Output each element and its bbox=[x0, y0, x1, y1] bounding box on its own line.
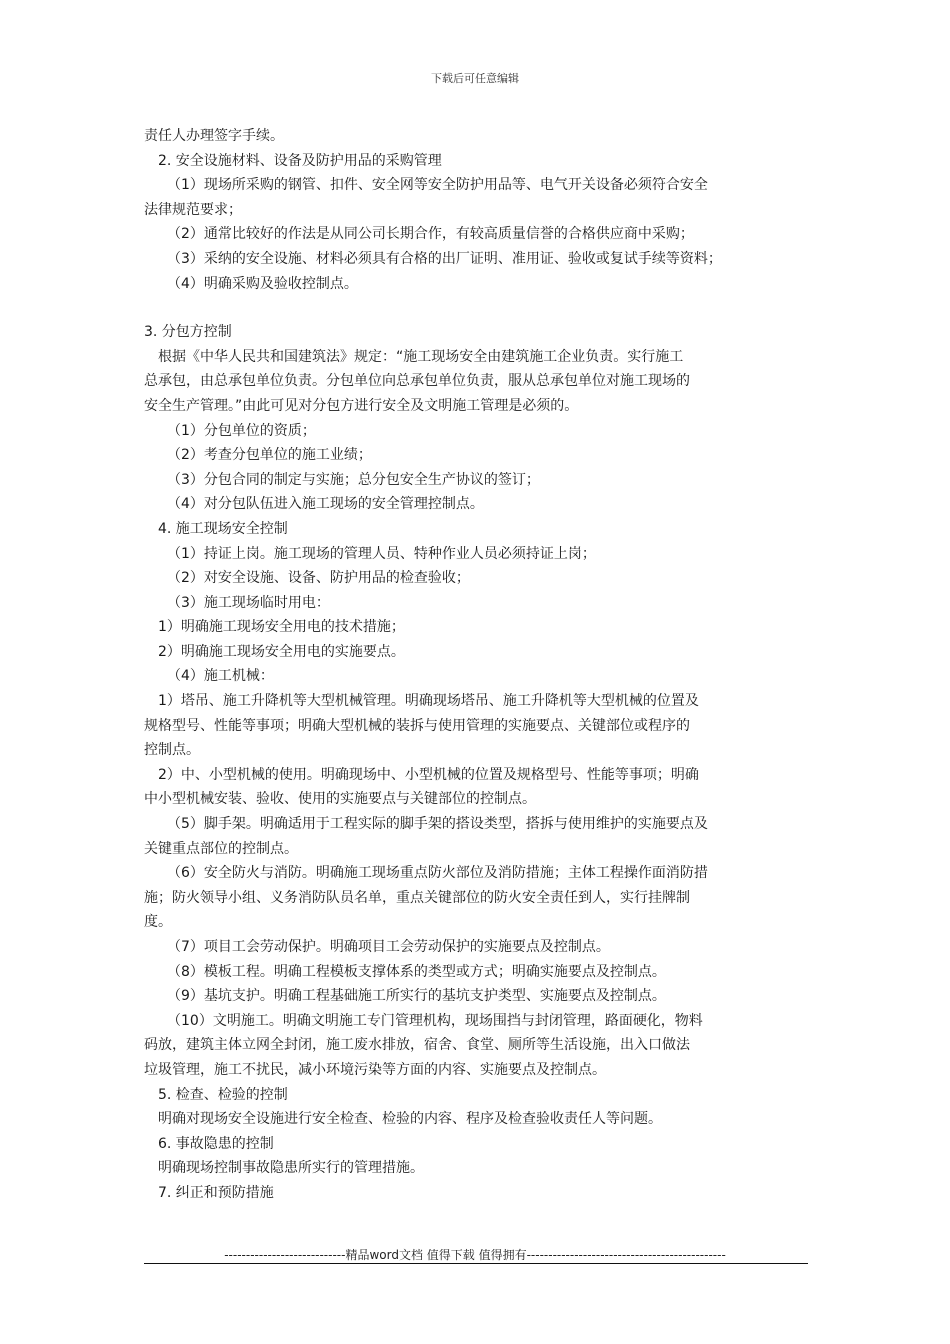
page-footer: ----------------------------精品word文档 值得下载 值得拥有---------------------------------------------- bbox=[224, 1248, 726, 1262]
text-line: 度。 bbox=[144, 914, 172, 931]
text-line: 码放，建筑主体立网全封闭，施工废水排放，宿舍、食堂、厕所等生活设施，出入口做法 bbox=[144, 1037, 690, 1054]
text-line: 5. 检查、检验的控制 bbox=[158, 1086, 288, 1103]
text-line: 7. 纠正和预防措施 bbox=[158, 1184, 274, 1201]
text-line: （5）脚手架。明确适用于工程实际的脚手架的搭设类型，搭拆与使用维护的实施要点及 bbox=[167, 816, 708, 833]
text-line: 垃圾管理，施工不扰民，减小环境污染等方面的内容、实施要点及控制点。 bbox=[144, 1061, 606, 1078]
text-line: （10）文明施工。明确文明施工专门管理机构，现场围挡与封闭管理，路面硬化，物料 bbox=[167, 1012, 703, 1029]
text-line: （4）施工机械： bbox=[167, 668, 274, 685]
text-line: 明确对现场安全设施进行安全检查、检验的内容、程序及检查验收责任人等问题。 bbox=[158, 1111, 662, 1128]
text-line: 法律规范要求； bbox=[144, 201, 242, 218]
footer-rule bbox=[144, 1263, 808, 1264]
text-line: （9）基坑支护。明确工程基础施工所实行的基坑支护类型、实施要点及控制点。 bbox=[167, 988, 666, 1005]
text-line: （3）施工现场临时用电： bbox=[167, 594, 330, 611]
text-line: 2. 安全设施材料、设备及防护用品的采购管理 bbox=[158, 152, 442, 169]
text-line: （1）现场所采购的钢管、扣件、安全网等安全防护用品等、电气开关设备必须符合安全 bbox=[167, 177, 708, 194]
text-line: 规格型号、性能等事项；明确大型机械的装拆与使用管理的实施要点、关键部位或程序的 bbox=[144, 717, 690, 734]
page-header: 下载后可任意编辑 bbox=[431, 72, 519, 85]
text-line: （3）采纳的安全设施、材料必须具有合格的出厂证明、准用证、验收或复试手续等资料； bbox=[167, 250, 722, 267]
text-line: （2）通常比较好的作法是从同公司长期合作，有较高质量信誉的合格供应商中采购； bbox=[167, 226, 694, 243]
text-line: 2）中、小型机械的使用。明确现场中、小型机械的位置及规格型号、性能等事项；明确 bbox=[158, 766, 699, 783]
text-line: 6. 事故隐患的控制 bbox=[158, 1135, 274, 1152]
paragraph-gap bbox=[144, 296, 808, 320]
text-line: 明确现场控制事故隐患所实行的管理措施。 bbox=[158, 1160, 424, 1177]
text-line: （6）安全防火与消防。明确施工现场重点防火部位及消防措施；主体工程操作面消防措 bbox=[167, 865, 708, 882]
text-line: 1）塔吊、施工升降机等大型机械管理。明确现场塔吊、施工升降机等大型机械的位置及 bbox=[158, 693, 699, 710]
text-line: 3. 分包方控制 bbox=[144, 324, 232, 341]
text-line: 总承包，由总承包单位负责。分包单位向总承包单位负责，服从总承包单位对施工现场的 bbox=[144, 373, 690, 390]
text-line: 施；防火领导小组、义务消防队员名单，重点关键部位的防火安全责任到人，实行挂牌制 bbox=[144, 889, 690, 906]
text-line: 关键重点部位的控制点。 bbox=[144, 840, 298, 857]
text-line: （8）模板工程。明确工程模板支撑体系的类型或方式；明确实施要点及控制点。 bbox=[167, 963, 666, 980]
text-line: 控制点。 bbox=[144, 742, 200, 759]
text-line: （4）对分包队伍进入施工现场的安全管理控制点。 bbox=[167, 496, 484, 513]
text-line: 责任人办理签字手续。 bbox=[144, 128, 284, 144]
text-line: （3）分包合同的制定与实施；总分包安全生产协议的签订； bbox=[167, 471, 540, 488]
text-line: （2）考查分包单位的施工业绩； bbox=[167, 447, 372, 464]
text-line: 中小型机械安装、验收、使用的实施要点与关键部位的控制点。 bbox=[144, 791, 536, 808]
text-line: （1）持证上岗。施工现场的管理人员、特种作业人员必须持证上岗； bbox=[167, 545, 596, 562]
text-line: 1）明确施工现场安全用电的技术措施； bbox=[158, 619, 405, 636]
text-line: （1）分包单位的资质； bbox=[167, 422, 316, 439]
text-line: （2）对安全设施、设备、防护用品的检查验收； bbox=[167, 570, 470, 587]
text-line: （4）明确采购及验收控制点。 bbox=[167, 275, 358, 292]
text-line: （7）项目工会劳动保护。明确项目工会劳动保护的实施要点及控制点。 bbox=[167, 939, 610, 955]
text-line: 根据《中华人民共和国建筑法》规定：“施工现场安全由建筑施工企业负责。实行施工 bbox=[158, 348, 684, 365]
text-line: 4. 施工现场安全控制 bbox=[158, 520, 288, 537]
text-line: 安全生产管理。”由此可见对分包方进行安全及文明施工管理是必须的。 bbox=[144, 397, 579, 414]
document-body bbox=[144, 124, 808, 1206]
text-line: 2）明确施工现场安全用电的实施要点。 bbox=[158, 643, 405, 660]
